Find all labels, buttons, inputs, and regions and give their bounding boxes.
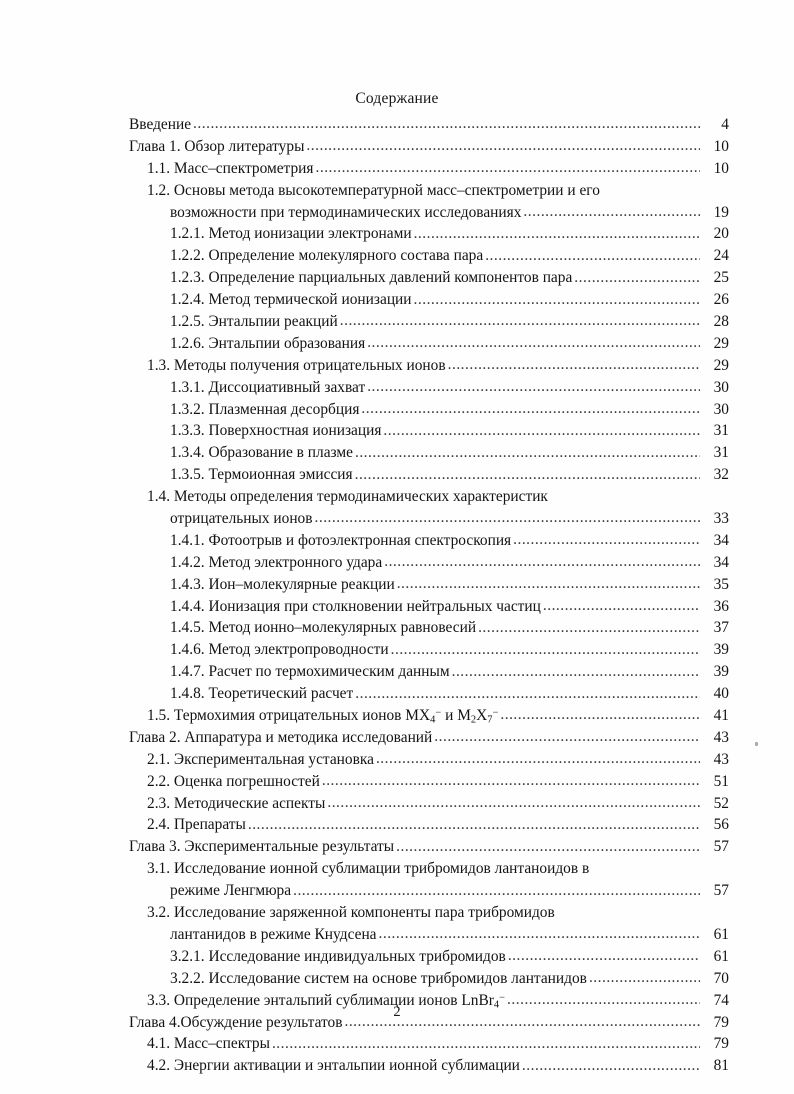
toc-entry[interactable]	[129, 399, 729, 421]
toc-entry[interactable]	[129, 530, 729, 552]
toc-page-number: 20	[713, 225, 729, 243]
page-title: Содержание	[355, 90, 439, 107]
toc-page-number: 29	[713, 334, 729, 352]
dot-leader	[478, 624, 700, 639]
toc-page-number: 57	[713, 838, 729, 856]
toc-entry-label: 3.2.1. Исследование индивидуальных трибромидов	[170, 947, 506, 965]
toc-entry-label: 4.2. Энергии активации и энтальпии ионной сублимации	[147, 1057, 520, 1075]
dot-leader	[315, 515, 700, 530]
toc-entry[interactable]	[129, 596, 729, 618]
toc-entry-label: 1.3.4. Образование в плазме	[170, 444, 353, 462]
toc-page-number: 40	[713, 685, 729, 703]
dot-leader	[591, 865, 700, 880]
toc-entry[interactable]	[129, 727, 729, 749]
toc-entry-label: 1.4.3. Ион–молекулярные реакции	[170, 575, 395, 593]
toc-page-number: 61	[713, 947, 729, 965]
toc-page-number: 10	[713, 137, 729, 155]
toc-entry-label: Глава 1. Обзор литературы	[129, 137, 305, 155]
toc-page-number: 26	[713, 291, 729, 309]
toc-page-number: 24	[713, 247, 729, 265]
toc-entry[interactable]	[129, 749, 729, 771]
dot-leader	[574, 274, 700, 289]
toc-entry[interactable]	[129, 245, 729, 267]
dot-leader	[557, 909, 700, 924]
toc-entry[interactable]	[129, 202, 729, 224]
dot-leader	[327, 799, 700, 814]
toc-entry-label: 4.1. Масс–спектры	[147, 1035, 270, 1053]
dot-leader	[448, 361, 700, 376]
toc-entry[interactable]	[129, 771, 729, 793]
dot-leader	[434, 733, 700, 748]
toc-entry-label: Глава 2. Аппаратура и методика исследований	[129, 728, 433, 746]
dot-leader	[376, 755, 700, 770]
toc-entry-label: 1.3.5. Термоионная эмиссия	[170, 466, 353, 484]
dot-leader	[367, 383, 700, 398]
toc-entry[interactable]	[129, 464, 729, 486]
toc-entry-label: 2.2. Оценка погрешностей	[147, 772, 320, 790]
toc-entry-label: Глава 3. Экспериментальные результаты	[129, 838, 395, 856]
toc-page-number: 61	[713, 925, 729, 943]
dot-leader	[396, 843, 700, 858]
dot-leader	[589, 974, 700, 989]
dot-leader	[248, 821, 700, 836]
dot-leader	[508, 952, 700, 967]
toc-entry-label: 1.2.1. Метод ионизации электронами	[170, 225, 412, 243]
toc-entry-label: 1.4.7. Расчет по термохимическим данным	[170, 663, 450, 681]
dot-leader	[355, 690, 700, 705]
toc-entry[interactable]	[129, 924, 729, 946]
toc-page-number: 56	[713, 816, 729, 834]
toc-entry[interactable]	[129, 836, 729, 858]
dot-leader	[367, 339, 700, 354]
toc-entry-label: 3.1. Исследование ионной сублимации трибромидов лантаноидов в	[147, 860, 590, 878]
toc-page-number: 25	[713, 269, 729, 287]
toc-entry-label: 1.1. Масс–спектрометрия	[147, 159, 314, 177]
dot-leader	[414, 296, 700, 311]
toc-entry-label: Введение	[129, 115, 192, 133]
dot-leader	[523, 208, 700, 223]
toc-page-number: 51	[713, 772, 729, 790]
toc-entry-label: 1.2.6. Энтальпии образования	[170, 334, 366, 352]
toc-entry[interactable]	[129, 289, 729, 311]
toc-entry-label: 1.2. Основы метода высокотемпературной масс–спектрометрии и его	[147, 181, 600, 199]
toc-page-number: 57	[713, 882, 729, 900]
dot-leader	[322, 777, 700, 792]
toc-page-number: 74	[713, 991, 729, 1009]
scan-artifact	[755, 742, 758, 746]
toc-entry-label: 1.4.1. Фотоотрыв и фотоэлектронная спектроскопия	[170, 531, 512, 549]
dot-leader	[355, 471, 700, 486]
toc-entry-wrap-line	[129, 902, 729, 924]
toc-page-number: 33	[713, 510, 729, 528]
toc-page-number: 31	[713, 444, 729, 462]
toc-entry-wrap-line	[129, 486, 729, 508]
toc-entry[interactable]	[129, 333, 729, 355]
toc-page-number: 31	[713, 422, 729, 440]
toc-entry[interactable]	[129, 355, 729, 377]
toc-entry[interactable]	[129, 377, 729, 399]
toc-entry[interactable]	[129, 705, 729, 727]
dot-leader	[306, 142, 700, 157]
toc-page-number: 30	[713, 378, 729, 396]
toc-entry-label: 2.4. Препараты	[147, 816, 246, 834]
toc-page-number: 34	[713, 531, 729, 549]
dot-leader	[602, 186, 700, 201]
dot-leader	[383, 427, 700, 442]
toc-entry[interactable]	[129, 420, 729, 442]
toc-entry-label: 1.3.1. Диссоциативный захват	[170, 378, 366, 396]
toc-entry[interactable]	[129, 552, 729, 574]
toc-page-number: 70	[713, 969, 729, 987]
toc-entry[interactable]	[129, 661, 729, 683]
toc-page-number: 4	[721, 115, 729, 133]
toc-entry[interactable]	[129, 114, 729, 136]
toc-entry[interactable]	[129, 946, 729, 968]
toc-page-number: 36	[713, 597, 729, 615]
dot-leader	[355, 449, 700, 464]
dot-leader	[513, 536, 700, 551]
toc-entry[interactable]	[129, 1055, 729, 1077]
toc-entry-wrap-line	[129, 858, 729, 880]
toc-entry[interactable]	[129, 442, 729, 464]
toc-entry-label: режиме Ленгмюра	[170, 882, 292, 900]
toc-entry-label: 1.4.2. Метод электронного удара	[170, 553, 383, 571]
toc-page-number: 37	[713, 619, 729, 637]
toc-entry[interactable]	[129, 683, 729, 705]
toc-entry-label: 2.3. Методические аспекты	[147, 794, 326, 812]
dot-leader	[452, 668, 700, 683]
toc-page-number: 41	[713, 707, 729, 725]
dot-leader	[272, 1040, 700, 1055]
dot-leader	[485, 252, 700, 267]
toc-page-number: 79	[713, 1035, 729, 1053]
dot-leader	[414, 230, 700, 245]
dot-leader	[193, 121, 700, 136]
toc-entry-label: 3.2. Исследование заряженной компоненты пара трибромидов	[147, 904, 555, 922]
toc-entry[interactable]	[129, 815, 729, 837]
toc-page-number: 28	[713, 313, 729, 330]
dot-leader	[543, 602, 700, 617]
toc-page-number: 34	[713, 553, 729, 571]
dot-leader	[293, 887, 700, 902]
toc-entry-label: 1.4.4. Ионизация при столкновении нейтральных частиц	[170, 597, 541, 615]
toc-page-number: 43	[713, 728, 729, 746]
toc-entry-label: 1.2.3. Определение парциальных давлений компонентов пара	[170, 269, 573, 287]
dot-leader	[361, 405, 700, 420]
toc-entry[interactable]	[129, 311, 729, 333]
toc-entry[interactable]	[129, 136, 729, 158]
toc-entry[interactable]	[129, 880, 729, 902]
toc-page-number: 39	[713, 663, 729, 681]
toc-entry-label: 1.2.4. Метод термической ионизации	[170, 291, 412, 309]
toc-entry[interactable]	[129, 223, 729, 245]
table-of-contents	[129, 114, 729, 1077]
toc-page-number: 52	[713, 794, 729, 812]
toc-entry[interactable]	[129, 158, 729, 180]
toc-entry-label: 1.2.5. Энтальпии реакций	[170, 313, 338, 330]
toc-entry-label-formula: 3.3. Определение энтальпий сублимации ионов LnBr$_4$−	[147, 991, 506, 1011]
toc-entry-label-formula: 1.5. Термохимия отрицательных ионов $MX_4^-$ и $M_2X_7^-$	[147, 707, 499, 726]
toc-entry-label: 1.3.3. Поверхностная ионизация	[170, 422, 382, 440]
toc-entry-label: 1.4. Методы определения термодинамических характеристик	[147, 488, 548, 506]
toc-entry-label: Глава 4.Обсуждение результатов	[129, 1013, 343, 1031]
toc-entry[interactable]	[129, 968, 729, 990]
toc-entry-label: 1.2.2. Определение молекулярного состава пара	[170, 247, 484, 265]
toc-entry-label: 1.4.5. Метод ионно–молекулярных равновесий	[170, 619, 477, 637]
toc-entry[interactable]	[129, 508, 729, 530]
dot-leader	[397, 580, 700, 595]
dot-leader	[384, 558, 700, 573]
toc-entry[interactable]	[129, 574, 729, 596]
toc-page-number: 32	[713, 466, 729, 484]
dot-leader	[391, 646, 700, 661]
toc-page-number: 10	[713, 159, 729, 177]
toc-entry-label: 2.1. Экспериментальная установка	[147, 750, 374, 768]
toc-entry-label: 1.3.2. Плазменная десорбция	[170, 400, 360, 418]
toc-page-number: 39	[713, 641, 729, 659]
toc-entry[interactable]	[129, 639, 729, 661]
toc-page-number: 30	[713, 400, 729, 418]
toc-page-number: 81	[713, 1057, 729, 1075]
toc-entry-label: 1.4.6. Метод электропроводности	[170, 641, 389, 659]
toc-entry-label: 3.2.2. Исследование систем на основе трибромидов лантанидов	[170, 969, 587, 987]
toc-page-number: 79	[713, 1013, 729, 1031]
dot-leader	[340, 318, 700, 333]
toc-entry[interactable]	[129, 793, 729, 815]
toc-entry-label: отрицательных ионов	[170, 510, 313, 528]
toc-page-number: 35	[713, 575, 729, 593]
dot-leader	[316, 164, 701, 179]
toc-entry[interactable]	[129, 267, 729, 289]
toc-entry[interactable]	[129, 617, 729, 639]
dot-leader	[500, 712, 700, 727]
toc-entry-label: 1.4.8. Теоретический расчет	[170, 685, 354, 703]
toc-page-number: 29	[713, 356, 729, 374]
dot-leader	[522, 1062, 700, 1077]
toc-entry-label: лантанидов в режиме Кнудсена	[170, 925, 377, 943]
toc-page-number: 19	[713, 203, 729, 221]
toc-entry-wrap-line	[129, 180, 729, 202]
toc-page-number: 43	[713, 750, 729, 768]
dot-leader	[550, 493, 700, 508]
toc-entry-label: 1.3. Методы получения отрицательных ионов	[147, 356, 446, 374]
page-number-footer: 2	[393, 1004, 401, 1020]
toc-entry[interactable]	[129, 1033, 729, 1055]
dot-leader	[379, 930, 700, 945]
toc-entry-label: возможности при термодинамических исследованиях	[170, 203, 522, 221]
